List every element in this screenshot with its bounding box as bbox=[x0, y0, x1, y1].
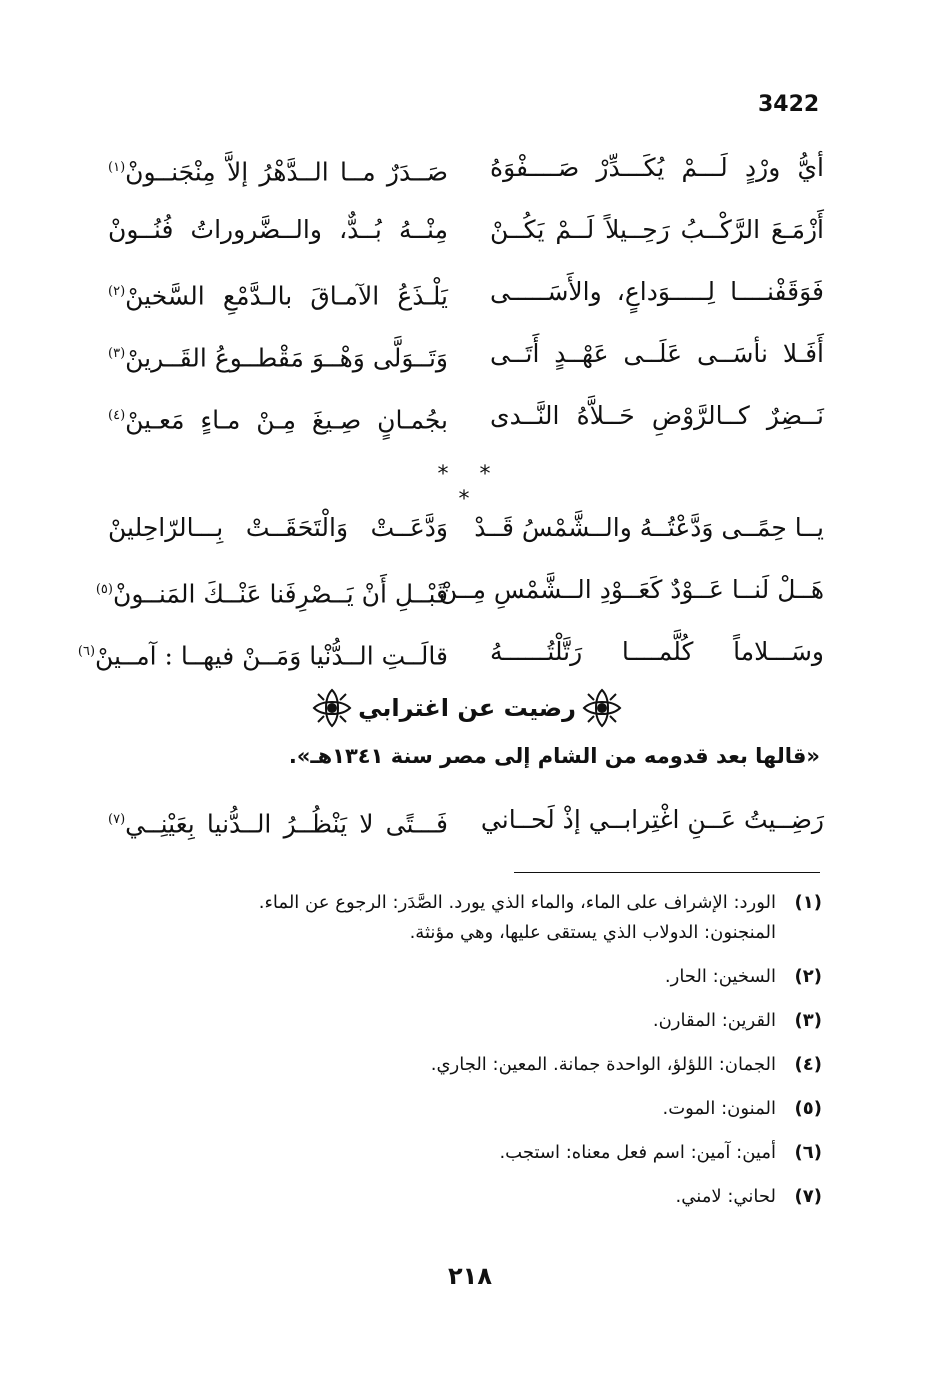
footnote-item bbox=[110, 962, 822, 992]
footnote-item bbox=[110, 888, 822, 948]
section-separator: * * * bbox=[437, 462, 503, 512]
verse-second-hemistich: وَدَّعَــتْ وَالْتَحَقَــتْ بِـــالرّاحِلينْ bbox=[108, 513, 448, 542]
verse-line bbox=[108, 800, 824, 862]
page-number-bottom: ٢١٨ bbox=[448, 1262, 492, 1290]
footnote-text: المنون: الموت. bbox=[662, 1098, 776, 1119]
footnote-text: الجمان: اللؤلؤ، الواحدة جمانة. المعين: الجاري. bbox=[430, 1054, 776, 1075]
verse-second-hemistich: وَتَــوَلَّى وَهْــوَ مَقْطــوعُ القَــرينْ$^{(٣)}$ bbox=[108, 343, 448, 373]
footnote-text: الورد: الإشراف على الماء، والماء الذي يورد. الصَّدَر: الرجوع عن الماء. المنجنون: الدولاب الذي يستقى عليها، وهي مؤنثة. bbox=[258, 892, 776, 943]
verse-first-hemistich: هَــلْ لَنــا عَــوْدٌ كَعَــوْدِ الــشَّمْسِ مِــنْ bbox=[438, 575, 824, 604]
ornament-left-icon bbox=[310, 686, 354, 730]
footnote-marker: (٦) bbox=[77, 644, 96, 659]
footnote-number: (٦) bbox=[794, 1142, 822, 1163]
footnote-number: (٣) bbox=[794, 1010, 822, 1031]
footnotes bbox=[110, 888, 822, 1226]
verse-first-hemistich: أَفَـلا نأسَــى عَلَــى عَهْــدٍ أَتَــى bbox=[490, 339, 824, 368]
poem-3 bbox=[108, 800, 824, 862]
footnote-number: (٧) bbox=[794, 1186, 822, 1207]
verse-line bbox=[108, 272, 824, 334]
footnote-marker: (٥) bbox=[95, 582, 113, 597]
footnote-item bbox=[110, 1006, 822, 1036]
footnote-number: (١) bbox=[794, 892, 822, 913]
verse-line bbox=[108, 210, 824, 272]
footnote-text: أمين: آمين: اسم فعل معناه: استجب. bbox=[499, 1142, 776, 1163]
verse-line bbox=[108, 148, 824, 210]
footnote-number: (٥) bbox=[794, 1098, 822, 1119]
verse-second-hemistich: قَبْــلِ أَنْ يَــصْرِفَنا عَنْــكَ المَنــونْ$^{(٥)}$ bbox=[95, 579, 448, 609]
verse-second-hemistich: فَـــتًى لا يَنْظُــرُ الــدُّنيا بِعَيْنِــي$^{(٧)}$ bbox=[108, 809, 448, 839]
verse-second-hemistich: صَــدَرٌ مــا الــدَّهْرُ إلاَّ مِنْجَنــونْ$^{(١)}$ bbox=[108, 157, 448, 187]
footnote-marker: (٣) bbox=[108, 346, 126, 361]
verse-line bbox=[108, 508, 824, 570]
footnote-item bbox=[110, 1094, 822, 1124]
footnote-item bbox=[110, 1182, 822, 1212]
verse-first-hemistich: وسَـــلاماً كُلَّمــــا رَتَّلْتُــــــهُ bbox=[490, 637, 824, 666]
verse-second-hemistich: يَلْـذَعُ الآمـاقَ بالـدَّمْعِ السَّخينْ$^{(٢)}$ bbox=[108, 281, 448, 311]
verse-first-hemistich: رَضِــيتُ عَــنِ اغْتِرابــي إذْ لَحــاني bbox=[480, 805, 824, 834]
poem-2 bbox=[77, 508, 824, 694]
footnote-text: القرين: المقارن. bbox=[652, 1010, 776, 1031]
verse-first-hemistich: نَــضِرٌ كــالرَّوْضِ حَــلاَّهُ النَّــدى bbox=[490, 401, 824, 430]
page-number-top: 3422 bbox=[758, 92, 820, 117]
footnote-item bbox=[110, 1050, 822, 1080]
footnote-marker: (٧) bbox=[108, 812, 126, 827]
verse-line bbox=[108, 334, 824, 396]
footnote-number: (٢) bbox=[794, 966, 822, 987]
verse-first-hemistich: يــا حِمًــى وَدَّعْتُــهُ والــشَّمْسُ قَــدْ bbox=[474, 513, 824, 542]
footnote-item bbox=[110, 1138, 822, 1168]
verse-first-hemistich: أَزْمَـعَ الرَّكْــبُ رَحِــيلاً لَــمْ يَكُــنْ bbox=[490, 215, 824, 244]
poem-introduction: «قالها بعد قدومه من الشام إلى مصر سنة ١٣٤١هـ». bbox=[288, 744, 820, 768]
verse-second-hemistich: قالَــتِ الــدُّنْيا وَمَــنْ فيهــا : آمــينْ$^{(٦)}$ bbox=[77, 641, 448, 671]
verse-line bbox=[95, 570, 824, 632]
footnote-marker: (١) bbox=[108, 160, 126, 175]
section-title-row bbox=[310, 682, 624, 734]
verse-first-hemistich: أيُّ ورْدٍ لَـــمْ يُكَـــدِّرْ صَــــفْوَهُ bbox=[490, 153, 824, 182]
footnote-text: السخين: الحار. bbox=[664, 966, 776, 987]
footnote-marker: (٢) bbox=[108, 284, 126, 299]
footnote-marker: (٤) bbox=[108, 408, 126, 423]
footnote-divider bbox=[514, 872, 820, 873]
verse-second-hemistich: بجُمـانٍ صِـيغَ مِـنْ مـاءٍ مَعـينْ$^{(٤)}$ bbox=[108, 405, 448, 435]
verse-line bbox=[108, 396, 824, 458]
footnote-text: لحاني: لامني. bbox=[675, 1186, 776, 1207]
verse-first-hemistich: فَوَقَفْنــــا لِـــــوَداعٍ، والأَسَـــــى bbox=[490, 277, 824, 306]
footnote-number: (٤) bbox=[794, 1054, 822, 1075]
poem-1 bbox=[108, 148, 824, 458]
ornament-right-icon bbox=[580, 686, 624, 730]
verse-second-hemistich: مِنْــهُ بُــدٌّ، والــضَّروراتُ فُنُــونْ bbox=[108, 215, 448, 244]
section-title: رضيت عن اغترابي bbox=[358, 694, 576, 722]
